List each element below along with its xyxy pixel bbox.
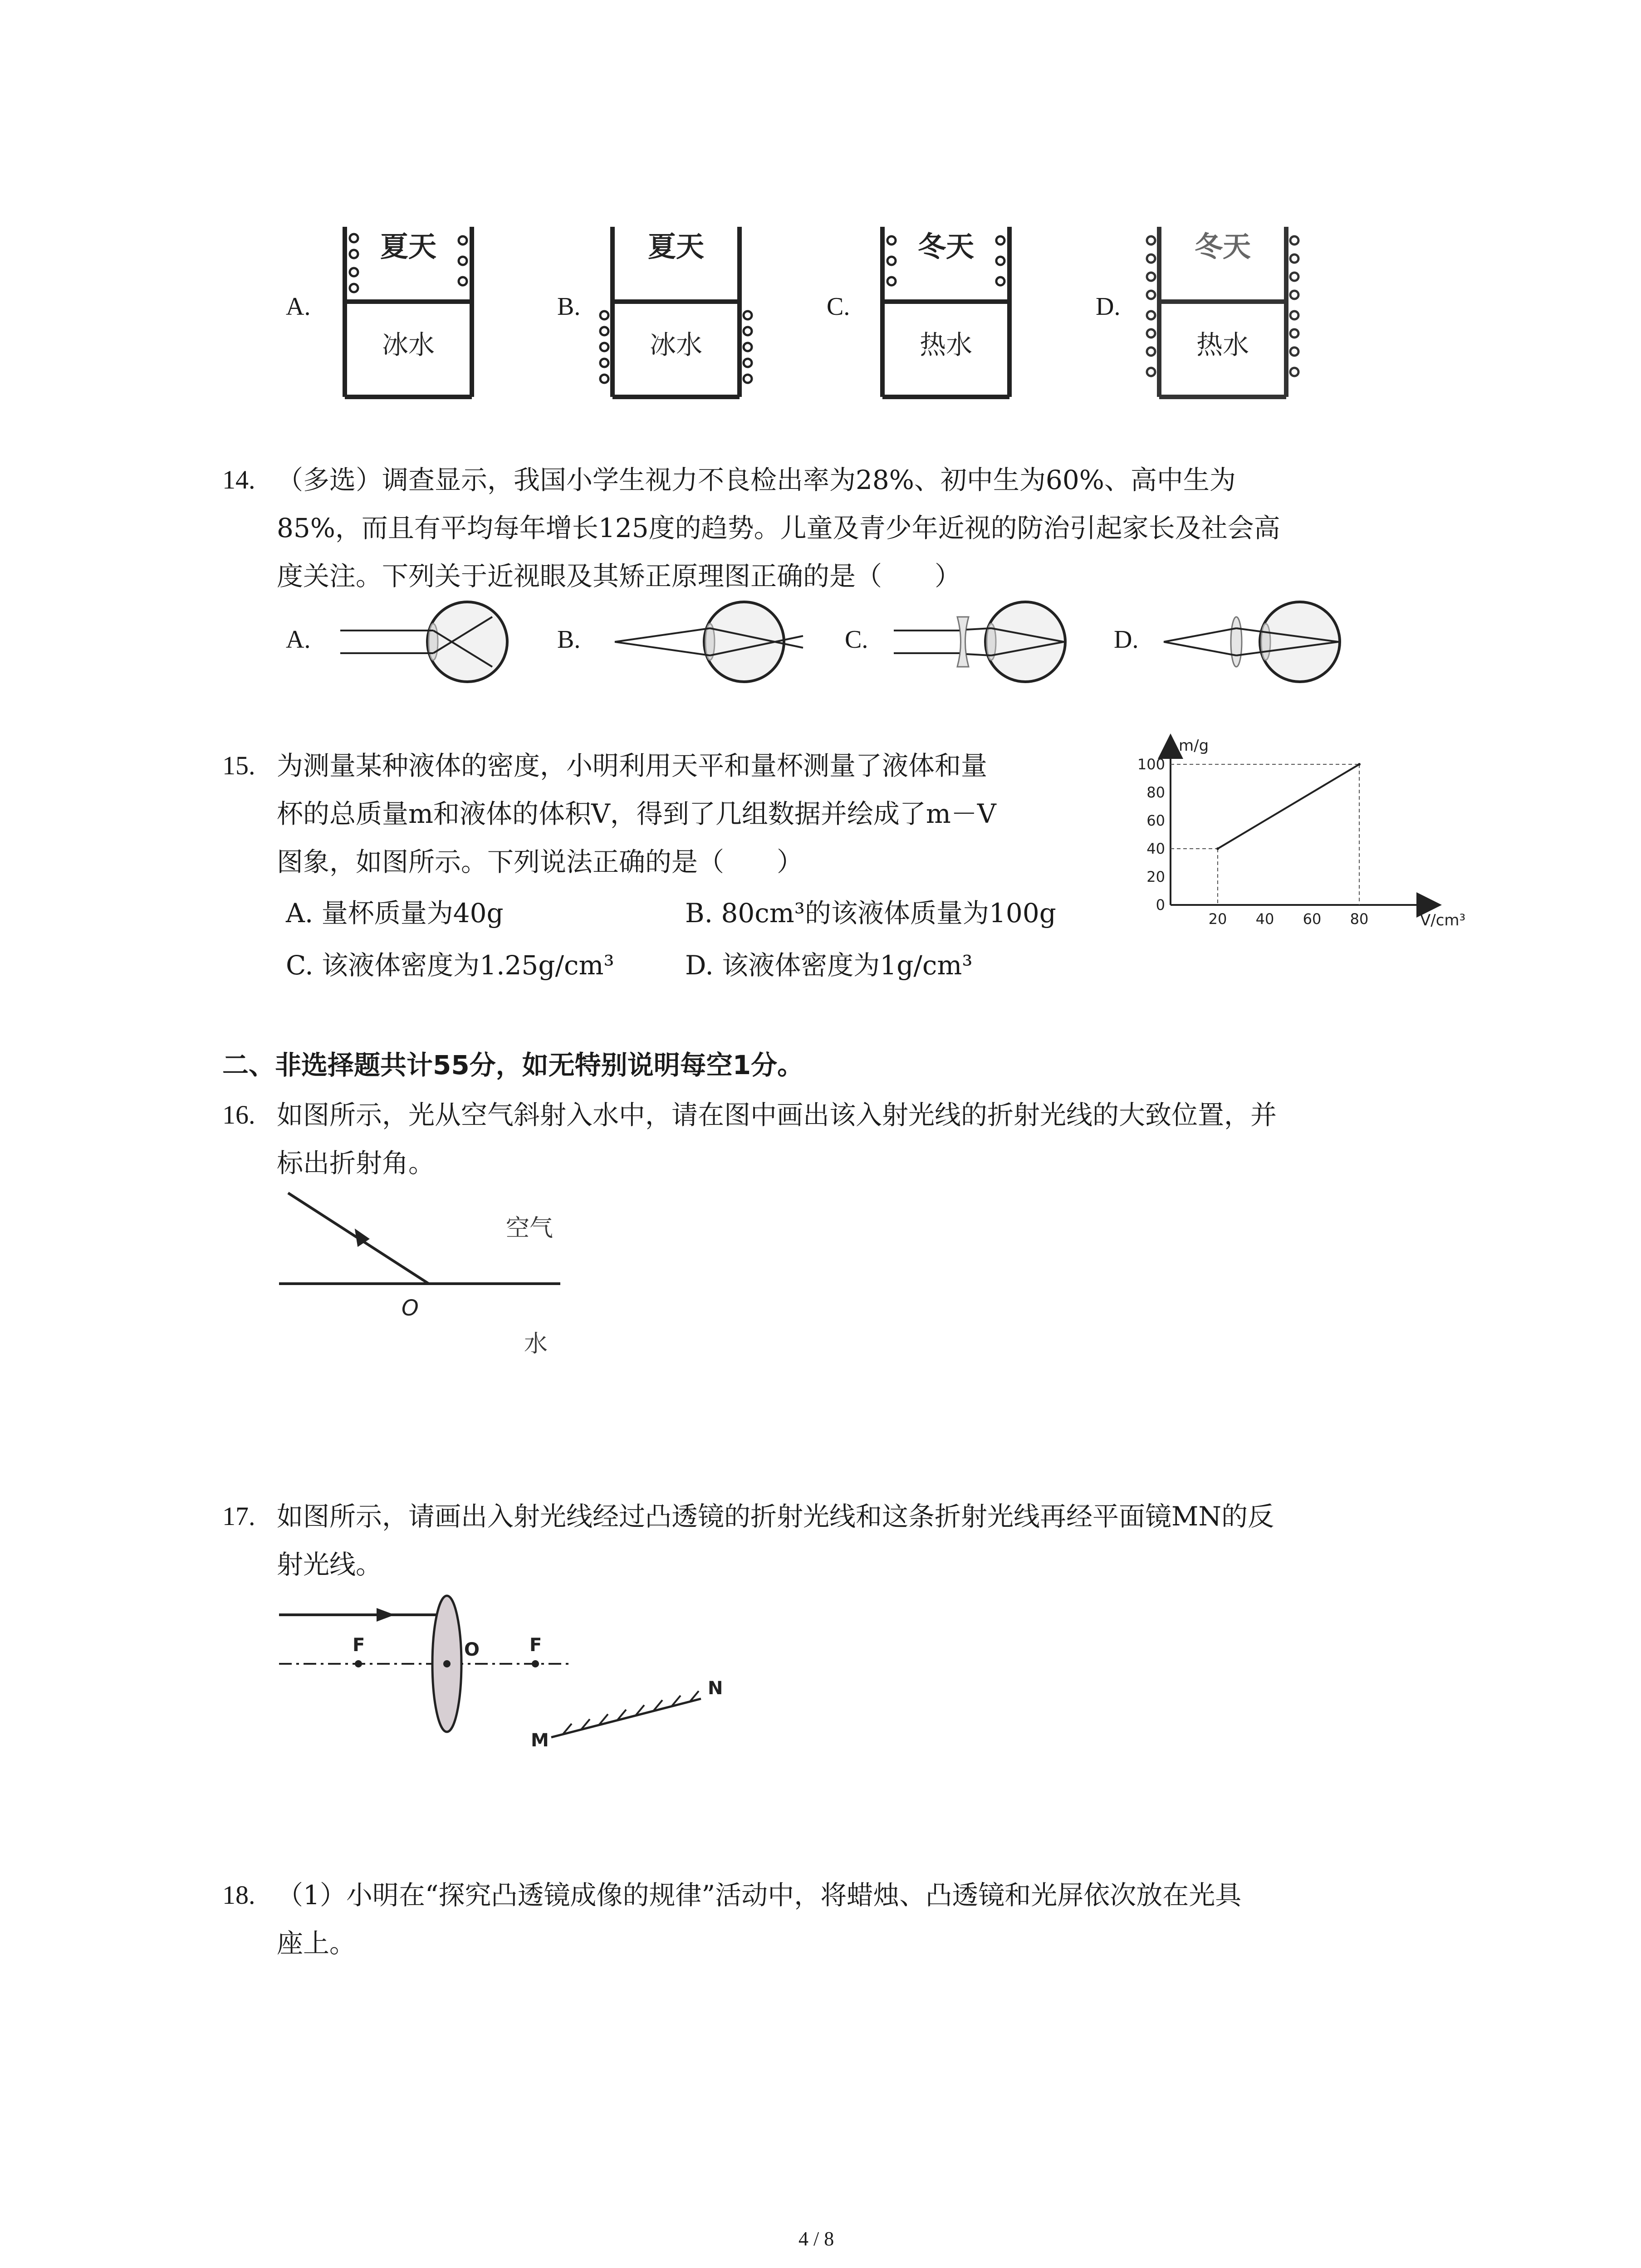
section-2-heading: 二、非选择题共计55分，如无特别说明每空1分。 — [222, 1050, 804, 1080]
page-number: 4 / 8 — [798, 2228, 834, 2250]
q14-option-b-letter: B. — [557, 626, 581, 654]
mirror-m-label: M — [531, 1730, 549, 1751]
refraction-figure — [279, 1184, 569, 1365]
data-point-0 — [1216, 847, 1219, 850]
lens-mirror-figure — [279, 1588, 742, 1751]
focus-right-dot — [532, 1660, 539, 1667]
q15-option-a: A. 量杯质量为40g — [286, 898, 504, 929]
q13-option-a-letter: A. — [286, 293, 311, 321]
q14-number: 14. — [222, 465, 255, 494]
q14-option-d-letter: D. — [1114, 626, 1139, 654]
q15-line1: 为测量某种液体的密度，小明利用天平和量杯测量了液体和量 — [277, 750, 988, 781]
q16-line1: 如图所示，光从空气斜射入水中，请在图中画出该入射光线的折射光线的大致位置，并 — [277, 1100, 1277, 1130]
beaker-c-season: 冬天 — [917, 230, 975, 263]
beaker-a-liquid: 冰水 — [382, 329, 435, 360]
q15-option-b: B. 80cm³的该液体质量为100g — [685, 898, 1056, 929]
q15-option-d: D. 该液体密度为1g/cm³ — [685, 950, 973, 981]
q13-option-c-letter: C. — [827, 293, 850, 321]
q16-line2: 标出折射角。 — [277, 1148, 435, 1178]
point-o-label: O — [402, 1295, 419, 1321]
beaker-d-figure — [1141, 222, 1304, 404]
q14-line3: 度关注。下列关于近视眼及其矫正原理图正确的是（ ） — [277, 561, 961, 591]
q18-line1: （1）小明在“探究凸透镜成像的规律”活动中，将蜡烛、凸透镜和光屏依次放在光具 — [277, 1880, 1242, 1911]
focus-left-dot — [355, 1660, 362, 1667]
beaker-c-liquid: 热水 — [919, 329, 973, 360]
m-v-chart — [1130, 733, 1466, 932]
q16-number: 16. — [222, 1100, 255, 1129]
mirror-n-label: N — [708, 1678, 723, 1699]
beaker-c-figure — [873, 222, 1019, 404]
x-axis-label: V/cm³ — [1420, 911, 1466, 929]
q15-line2: 杯的总质量m和液体的体积V，得到了几组数据并绘成了m－V — [277, 798, 996, 829]
y-axis-label: m/g — [1179, 737, 1209, 755]
beaker-d-season: 冬天 — [1194, 230, 1251, 263]
q14-line2: 85%，而且有平均每年增长125度的趋势。儿童及青少年近视的防治引起家长及社会高 — [277, 513, 1280, 543]
q13-option-d-letter: D. — [1096, 293, 1121, 321]
plane-mirror — [551, 1699, 701, 1737]
optical-center-label: O — [464, 1639, 480, 1660]
q15-number: 15. — [222, 751, 255, 780]
y-tick-label-0: 0 — [1156, 896, 1165, 914]
beaker-b-liquid: 冰水 — [649, 329, 703, 360]
beaker-b-season: 夏天 — [647, 230, 705, 263]
y-tick-label-40: 40 — [1146, 840, 1165, 857]
data-point-1 — [1358, 763, 1361, 766]
focus-left-label: F — [353, 1635, 365, 1656]
beaker-d-liquid: 热水 — [1196, 329, 1249, 360]
q14-option-a-letter: A. — [286, 626, 311, 654]
water-label: 水 — [524, 1330, 548, 1358]
eye-diagram-c — [889, 594, 1071, 689]
q14-option-c-letter: C. — [845, 626, 868, 654]
y-tick-label-60: 60 — [1146, 812, 1165, 829]
q17-line1: 如图所示，请画出入射光线经过凸透镜的折射光线和这条折射光线再经平面镜MN的反 — [277, 1501, 1274, 1532]
x-tick-label-60: 60 — [1303, 910, 1322, 928]
q13-option-b-letter: B. — [557, 293, 581, 321]
y-tick-label-20: 20 — [1146, 868, 1165, 885]
optical-center-dot — [443, 1660, 451, 1667]
q18-line2: 座上。 — [277, 1928, 356, 1959]
y-tick-label-100: 100 — [1137, 756, 1165, 773]
beaker-a-figure — [336, 222, 481, 404]
eye-diagram-b — [608, 594, 812, 689]
q15-option-c: C. 该液体密度为1.25g/cm³ — [286, 950, 614, 981]
x-tick-label-80: 80 — [1350, 910, 1369, 928]
q17-line2: 射光线。 — [277, 1549, 382, 1580]
q18-number: 18. — [222, 1880, 255, 1910]
x-tick-label-20: 20 — [1208, 910, 1227, 928]
eye-diagram-d — [1159, 594, 1341, 689]
series-line — [1218, 764, 1359, 849]
y-tick-label-80: 80 — [1146, 784, 1165, 801]
q14-line1: （多选）调查显示，我国小学生视力不良检出率为28%、初中生为60%、高中生为 — [277, 464, 1236, 495]
q17-number: 17. — [222, 1501, 255, 1531]
x-tick-label-40: 40 — [1255, 910, 1274, 928]
q15-line3: 图象，如图所示。下列说法正确的是（ ） — [277, 846, 803, 877]
air-label: 空气 — [506, 1215, 554, 1242]
ray-arrow-icon — [377, 1608, 395, 1622]
eye-diagram-a — [336, 594, 508, 689]
beaker-b-figure — [594, 222, 758, 404]
focus-right-label: F — [529, 1635, 542, 1656]
beaker-a-season: 夏天 — [380, 230, 437, 263]
